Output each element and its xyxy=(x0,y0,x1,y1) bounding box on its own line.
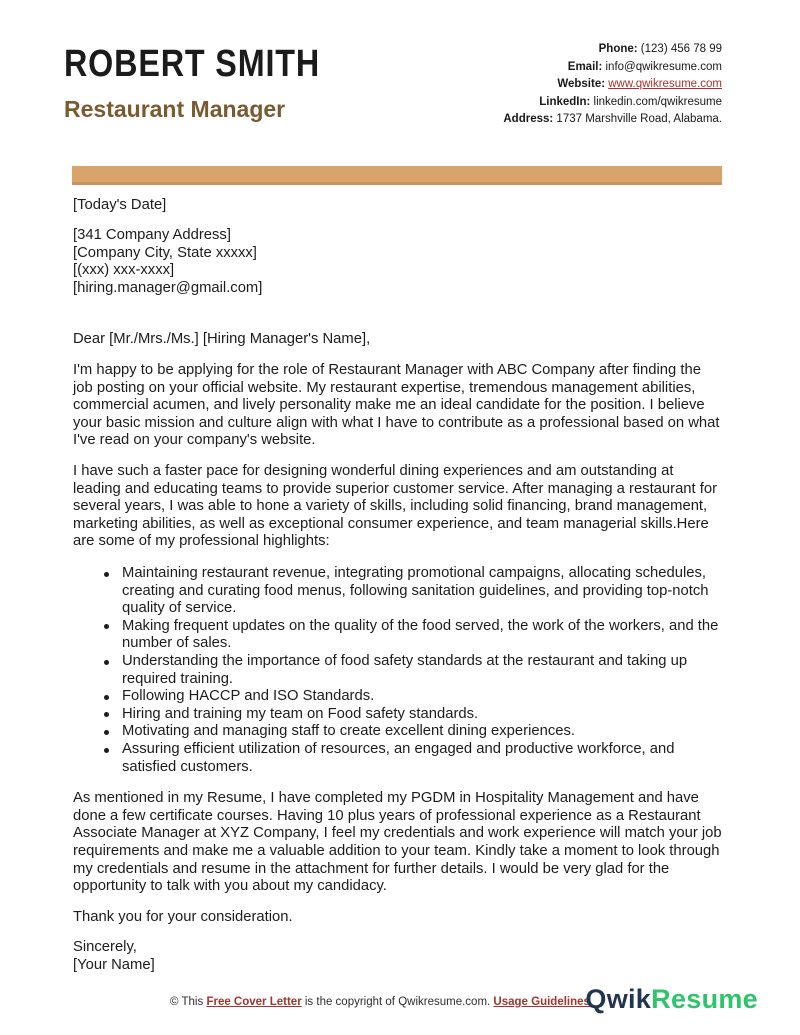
paragraph-skills: I have such a faster pace for designing wonderful dining experiences and am outstanding at leading and educating teams to provide superior customer service. After managing a restaurant for several years, I was able to hone a variety of skills, including solid financing, brand management, marketing abilities, as well as exceptional consumer experience, and team managerial skills.Here are some of my professional highlights: xyxy=(73,463,718,550)
logo-text-qwik: Qwik xyxy=(585,984,652,1014)
company-address-line: [(xxx) xxx-xxxx] xyxy=(73,262,175,279)
highlight-item: Assuring efficient utilization of resources, an engaged and productive workforce, and satisfied customers. xyxy=(100,741,723,776)
highlight-item: Understanding the importance of food safety standards at the restaurant and taking up required training. xyxy=(100,653,723,688)
letterhead xyxy=(0,0,800,129)
person-name: ROBERT SMITH xyxy=(64,43,321,85)
website-link[interactable]: www.qwikresume.com xyxy=(608,78,722,90)
qwikresume-logo xyxy=(585,984,758,1015)
salutation: Dear [Mr./Mrs./Ms.] [Hiring Manager's Name], xyxy=(73,331,371,348)
free-cover-letter-link[interactable]: Free Cover Letter xyxy=(206,996,302,1008)
email-label: Email : xyxy=(568,61,606,73)
phone-label: Phone : xyxy=(599,43,641,55)
company-address-line: [hiring.manager@gmail.com] xyxy=(73,279,263,296)
letter-body xyxy=(0,197,800,975)
name-block xyxy=(64,40,365,123)
phone-value: (123) 456 78 99 xyxy=(640,43,722,55)
contact-row-address xyxy=(503,111,722,129)
paragraph-closing: As mentioned in my Resume, I have completed my PGDM in Hospitality Management and have done a few certificate courses. Having 10 plus years of professional experience as a Restaurant Associate Manager at XYZ Company, I feel my credentials and work experience will match your job requirements and make me a valuable addition to your team. Kindly take a moment to look through my credentials and resume in the attachment for further details. I would be very glad for the opportunity to talk with you about my candidacy. xyxy=(73,790,722,895)
highlight-item: Maintaining restaurant revenue, integrating promotional campaigns, allocating schedules, creating and curating food menus, following sanitation guidelines, and providing top-notch quality of service. xyxy=(100,565,723,618)
contact-row-website xyxy=(503,76,722,94)
address-label: Address : xyxy=(503,113,556,125)
contact-row-email xyxy=(503,59,722,77)
contact-info xyxy=(503,41,722,129)
page-footer xyxy=(0,983,800,1035)
linkedin-label: LinkedIn : xyxy=(539,96,593,108)
job-title: Restaurant Manager xyxy=(64,96,286,122)
highlight-item: Following HACCP and ISO Standards. xyxy=(100,688,723,706)
highlights-list xyxy=(73,565,723,776)
signoff: Sincerely, xyxy=(73,939,137,956)
highlight-item: Hiring and training my team on Food safety standards. xyxy=(100,706,723,724)
logo-text-resume: Resume xyxy=(651,984,758,1014)
copyright-middle: is the copyright of Qwikresume.com. xyxy=(304,996,491,1008)
company-address-line: [341 Company Address] xyxy=(73,227,231,244)
highlight-item: Motivating and managing staff to create excellent dining experiences. xyxy=(100,723,723,741)
divider-bar xyxy=(72,166,722,185)
date-placeholder: [Today's Date] xyxy=(73,196,167,213)
company-address-block xyxy=(73,227,723,297)
thanks-line: Thank you for your consideration. xyxy=(73,908,293,925)
contact-row-linkedin xyxy=(503,94,722,112)
email-value: info@qwikresume.com xyxy=(605,60,722,73)
website-label: Website : xyxy=(557,78,608,90)
linkedin-value: linkedin.com/qwikresume xyxy=(593,95,722,108)
contact-row-phone xyxy=(503,41,722,59)
signature-placeholder: [Your Name] xyxy=(73,956,155,973)
address-value: 1737 Marshville Road, Alabama. xyxy=(556,113,722,125)
paragraph-intro: I'm happy to be applying for the role of Restaurant Manager with ABC Company after finding the job posting on your official website. My restaurant expertise, tremendous management abilities, commercial acumen, and lively personality make me an ideal candidate for the position. I believe your basic mission and culture align with what I have to contribute as a professional based on what I've read on your company's website. xyxy=(73,362,720,449)
copyright-prefix: © This xyxy=(170,996,204,1008)
usage-guidelines-link[interactable]: Usage Guidelines xyxy=(493,996,590,1008)
highlight-item: Making frequent updates on the quality of the food served, the work of the workers, and the number of sales. xyxy=(100,618,723,653)
signoff-block xyxy=(73,939,723,974)
company-address-line: [Company City, State xxxxx] xyxy=(73,244,257,261)
